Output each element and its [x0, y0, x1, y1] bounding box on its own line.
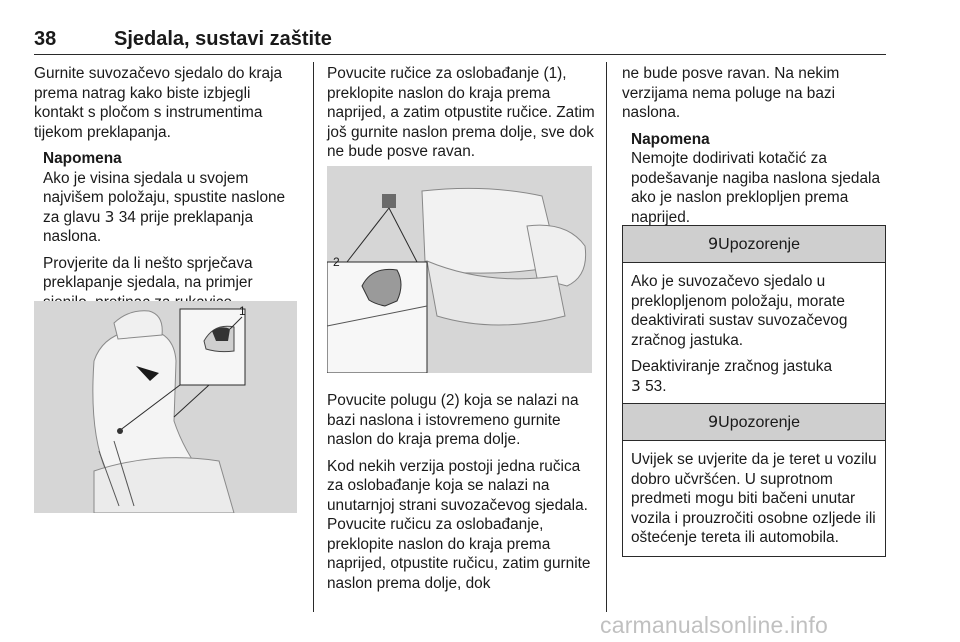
column-3 [622, 64, 884, 234]
warning-body [623, 263, 885, 404]
seat-illustration [327, 166, 592, 373]
warning-title: Upozorenje [718, 236, 800, 253]
column-divider [313, 62, 314, 612]
seat-figure-1 [34, 301, 297, 513]
paragraph: Gurnite suvozačevo sjedalo do kraja prema natrag kako biste izbjegli kontakt s pločom s instrumentima tijekom preklapanja. [34, 65, 283, 141]
paragraph: Povucite polugu (2) koja se nalazi na bazi naslona i istovremeno gurnite naslon do kraja prema dolje. [327, 392, 579, 448]
column-divider [606, 62, 607, 612]
paragraph: Povucite ručice za oslobađanje (1), preklopite naslon do kraja prema naprijed, a zatim otpustite ručice. Zatim još gurnite naslon prema dolje, sve dok ne bude posve ravan. [327, 65, 595, 160]
page-reference-arrow: 3 [631, 376, 641, 395]
page-title: Sjedala, sustavi zaštite [114, 28, 332, 50]
warning-text: Ako je suvozačevo sjedalo u preklopljenom položaju, morate deaktivirati sustav suvozačevog zračnog jastuka. [631, 273, 848, 349]
warning-title: Upozorenje [718, 414, 800, 431]
warning-icon: 9 [707, 412, 719, 431]
callout-1: 1 [239, 304, 246, 318]
column-1 [34, 64, 302, 319]
note [34, 149, 302, 312]
page-number: 38 [34, 28, 57, 50]
warning-ref-text: Deaktiviranje zračnog jastuka [631, 358, 833, 375]
warning-text: Uvijek se uvjerite da je teret u vozilu dobro učvršćen. U suprotnom predmeti mogu biti bačeni unutar vozila i prouzročiti osobne ozljede ili oštećenje tereta ili automobila. [631, 451, 877, 546]
seat-illustration [34, 301, 297, 513]
warning-ref-page: 53. [645, 377, 667, 395]
warning-header [623, 404, 885, 441]
note-text-b: 34 prije preklapanja naslona. [43, 208, 254, 245]
warning-header [623, 226, 885, 263]
warning-text [631, 357, 877, 396]
paragraph: Provjerite da li nešto sprječava preklapanje sjedala, na primjer [43, 254, 253, 291]
note-title: Napomena [43, 150, 122, 167]
note-text [43, 169, 302, 247]
warning-icon: 9 [707, 234, 719, 253]
paragraph: Kod nekih verzija postoji jedna ručica za oslobađanje koja se nalazi na unutarnjoj strani suvozačevog sjedala. Povucite ručicu za oslobađanje, preklopite naslon do kraja prema naprijed, otpustite ručicu, zatim gurnite naslon prema dolje, dok [327, 457, 591, 592]
warning-box [622, 225, 886, 405]
paragraph: ne bude posve ravan. Na nekim verzijama nema poluge na bazi naslona. [622, 65, 840, 121]
note-title: Napomena [631, 130, 710, 148]
callout-2: 2 [333, 255, 340, 269]
page-reference-arrow: 3 [104, 207, 115, 226]
note [622, 130, 884, 228]
warning-box [622, 403, 886, 557]
warning-body [623, 441, 885, 556]
seat-figure-2 [327, 166, 592, 373]
column-2-lower [327, 391, 595, 600]
page-header [34, 26, 886, 55]
column-2 [327, 64, 595, 169]
note-text: Nemojte dodirivati kotačić za podešavanje nagiba naslona sjedala ako je naslon preklopljen prema naprijed. [631, 150, 881, 226]
watermark: carmanualsonline.info [600, 612, 828, 638]
note-text-a: Ako je visina sjedala u svojem najvišem položaju, spustite naslone za glavu [43, 169, 286, 226]
